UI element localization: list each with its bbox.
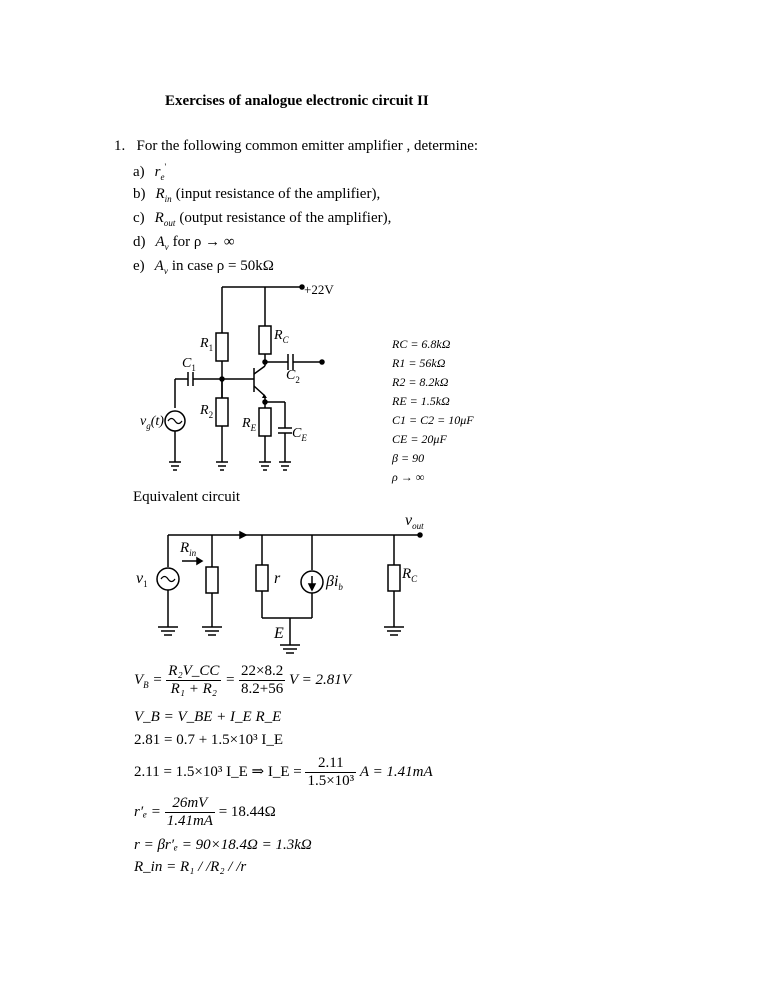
question-text: For the following common emitter amplifier , determine:	[136, 138, 479, 154]
equivalent-heading: Equivalent circuit	[133, 489, 241, 505]
component-value: ρ → ∞	[392, 470, 425, 484]
component-value: R1 = 56kΩ	[392, 356, 446, 370]
equation-2-81: 2.81 = 0.7 + 1.5×10³ I_E	[134, 732, 284, 748]
re-resistor	[259, 408, 271, 436]
component-value: RC = 6.8kΩ	[392, 337, 451, 351]
component-value: CE = 20μF	[392, 432, 447, 446]
item-label: b)	[133, 186, 146, 202]
equation-rin: R_in = R₁ / /R₂ / /r	[134, 859, 247, 875]
item-symbol: A	[155, 234, 165, 250]
equation-r: r = βr′ₑ = 90×18.4Ω = 1.3kΩ	[134, 837, 312, 853]
equation-ie: 2.11 = 1.5×10³ I_E ⇒ I_E = $\frac{2.11}{\text{1.5×10³}}$ A = 1.41mA	[134, 755, 433, 789]
page-title: Exercises of analogue electronic circuit II	[165, 93, 429, 109]
item-text: (input resistance of the amplifier),	[175, 186, 381, 202]
component-values	[392, 335, 474, 487]
ground-symbols	[169, 462, 291, 470]
item-symbol: R	[154, 210, 164, 226]
equation-vb-vbe: V_B = V_BE + I_E R_E	[134, 709, 282, 725]
item-symbol: r	[154, 164, 161, 180]
supply-label: +22V	[304, 282, 334, 297]
r2-label: $R_2$	[200, 403, 214, 420]
c2-label: $C_2$	[286, 368, 300, 385]
item-symbol: A	[154, 258, 164, 274]
rc-eq-label: $R_C$	[402, 566, 418, 584]
beta-label: $\beta i_b$	[326, 573, 343, 593]
component-value: β = 90	[392, 451, 425, 465]
equation-vb: $V_B$ = $\frac{\text{R₂V\_CC}}{\text{R₁ + R₂}}$ = $\frac{22\times 8.2}{8.2+56}$ V = 2.81V	[134, 663, 351, 697]
rc-resistor	[259, 326, 271, 354]
c1-label: $C_1$	[182, 356, 196, 373]
vout-label: $v_{out}$	[405, 512, 424, 532]
item-subscript: v	[164, 242, 169, 252]
item-label: e)	[133, 258, 145, 274]
item-symbol: R	[155, 186, 165, 202]
item-text: (output resistance of the amplifier),	[179, 210, 392, 226]
item-subscript: v	[163, 266, 168, 276]
item-subscript: out	[163, 218, 176, 228]
item-label: c)	[133, 210, 145, 226]
item-text: in case ρ = 50kΩ	[171, 258, 274, 274]
v1-label: $v_1$	[136, 570, 148, 590]
question-number: 1.	[114, 138, 126, 154]
item-superscript: '	[164, 162, 167, 172]
item-label: d)	[133, 234, 146, 250]
e-node-label: E	[274, 625, 284, 642]
r1-label: $R_1$	[200, 336, 214, 353]
re-label: $R_E$	[242, 416, 257, 433]
component-value: C1 = C2 = 10μF	[392, 413, 474, 427]
item-subscript: e	[160, 172, 165, 182]
equation-re: r′ₑ = $\frac{26mV}{1.41mA}$ = 18.44Ω	[134, 795, 276, 829]
rin-label: $R_{in}$	[180, 540, 197, 558]
vg-label: $v_g(t)$	[140, 414, 164, 431]
r-label: r	[274, 570, 281, 587]
component-value: R2 = 8.2kΩ	[392, 375, 449, 389]
item-subscript: in	[164, 194, 172, 204]
item-label: a)	[133, 164, 145, 180]
r2-resistor	[216, 398, 228, 426]
r1-resistor	[216, 333, 228, 361]
component-value: RE = 1.5kΩ	[392, 394, 450, 408]
ce-label: $C_E$	[292, 426, 307, 443]
item-text: for ρ → ∞	[172, 234, 235, 250]
rc-label: $R_C$	[274, 328, 289, 345]
